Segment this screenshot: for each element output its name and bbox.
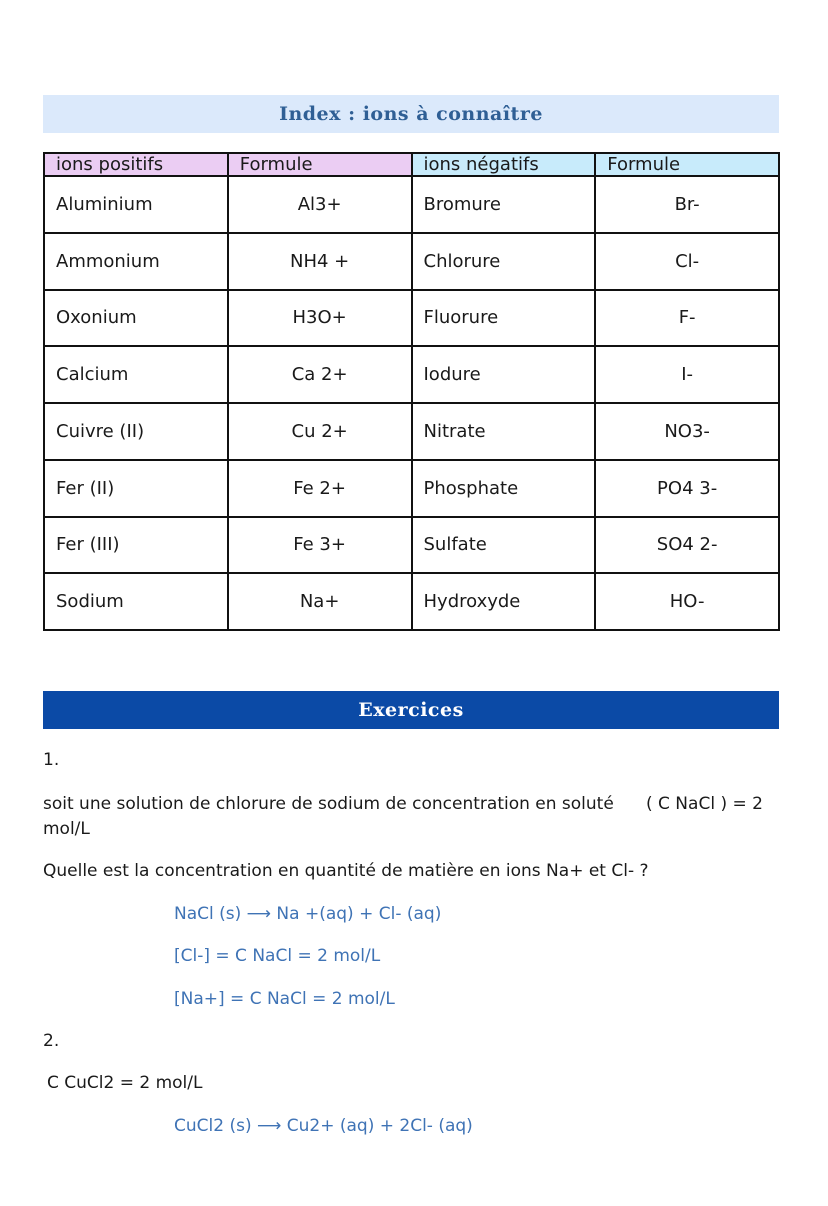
- header-positive-formula: Formule: [228, 153, 412, 176]
- negative-ion-name: Fluorure: [412, 290, 596, 347]
- positive-ion-name: Sodium: [44, 573, 228, 630]
- negative-ion-formula: Cl-: [595, 233, 779, 290]
- negative-ion-name: Bromure: [412, 176, 596, 233]
- exercise1-answer-sodium: [Na+] = C NaCl = 2 mol/L: [174, 989, 395, 1009]
- negative-ion-formula: SO4 2-: [595, 517, 779, 574]
- positive-ion-formula: Al3+: [228, 176, 412, 233]
- header-negative-ions: ions négatifs: [412, 153, 596, 176]
- header-negative-formula: Formule: [595, 153, 779, 176]
- positive-ion-name: Ammonium: [44, 233, 228, 290]
- exercise1-answer-chloride: [Cl-] = C NaCl = 2 mol/L: [174, 946, 381, 966]
- table-header-row: [44, 153, 779, 176]
- positive-ion-name: Calcium: [44, 346, 228, 403]
- table-row: [44, 460, 779, 517]
- negative-ion-formula: F-: [595, 290, 779, 347]
- index-title: Index : ions à connaître: [43, 95, 779, 133]
- exercise1-statement-unit: mol/L: [43, 819, 90, 839]
- positive-ion-formula: Na+: [228, 573, 412, 630]
- negative-ion-formula: HO-: [595, 573, 779, 630]
- negative-ion-formula: I-: [595, 346, 779, 403]
- positive-ion-formula: H3O+: [228, 290, 412, 347]
- table-row: [44, 517, 779, 574]
- negative-ion-name: Iodure: [412, 346, 596, 403]
- table-row: [44, 290, 779, 347]
- negative-ion-formula: PO4 3-: [595, 460, 779, 517]
- exercise2-number: 2.: [43, 1031, 60, 1051]
- negative-ion-formula: Br-: [595, 176, 779, 233]
- positive-ion-name: Aluminium: [44, 176, 228, 233]
- table-row: [44, 176, 779, 233]
- negative-ion-name: Hydroxyde: [412, 573, 596, 630]
- header-positive-ions: ions positifs: [44, 153, 228, 176]
- positive-ion-name: Fer (II): [44, 460, 228, 517]
- negative-ion-name: Chlorure: [412, 233, 596, 290]
- exercise2-given: C CuCl2 = 2 mol/L: [47, 1073, 203, 1093]
- exercise1-concentration: ( C NaCl ) = 2: [646, 794, 763, 814]
- positive-ion-formula: NH4 +: [228, 233, 412, 290]
- positive-ion-formula: Ca 2+: [228, 346, 412, 403]
- negative-ion-formula: NO3-: [595, 403, 779, 460]
- exercise1-statement: soit une solution de chlorure de sodium de concentration en soluté: [43, 794, 614, 814]
- exercise1-equation: NaCl (s) ⟶ Na +(aq) + Cl- (aq): [174, 904, 442, 924]
- ions-table: [43, 152, 780, 631]
- positive-ion-name: Oxonium: [44, 290, 228, 347]
- exercices-title: Exercices: [43, 691, 779, 729]
- table-row: [44, 233, 779, 290]
- positive-ion-name: Cuivre (II): [44, 403, 228, 460]
- table-row: [44, 573, 779, 630]
- positive-ion-formula: Fe 3+: [228, 517, 412, 574]
- exercise1-number: 1.: [43, 750, 60, 770]
- negative-ion-name: Nitrate: [412, 403, 596, 460]
- positive-ion-formula: Fe 2+: [228, 460, 412, 517]
- positive-ion-name: Fer (III): [44, 517, 228, 574]
- negative-ion-name: Phosphate: [412, 460, 596, 517]
- exercise2-equation: CuCl2 (s) ⟶ Cu2+ (aq) + 2Cl- (aq): [174, 1116, 473, 1136]
- positive-ion-formula: Cu 2+: [228, 403, 412, 460]
- table-row: [44, 403, 779, 460]
- exercise1-question: Quelle est la concentration en quantité de matière en ions Na+ et Cl- ?: [43, 861, 649, 881]
- table-row: [44, 346, 779, 403]
- negative-ion-name: Sulfate: [412, 517, 596, 574]
